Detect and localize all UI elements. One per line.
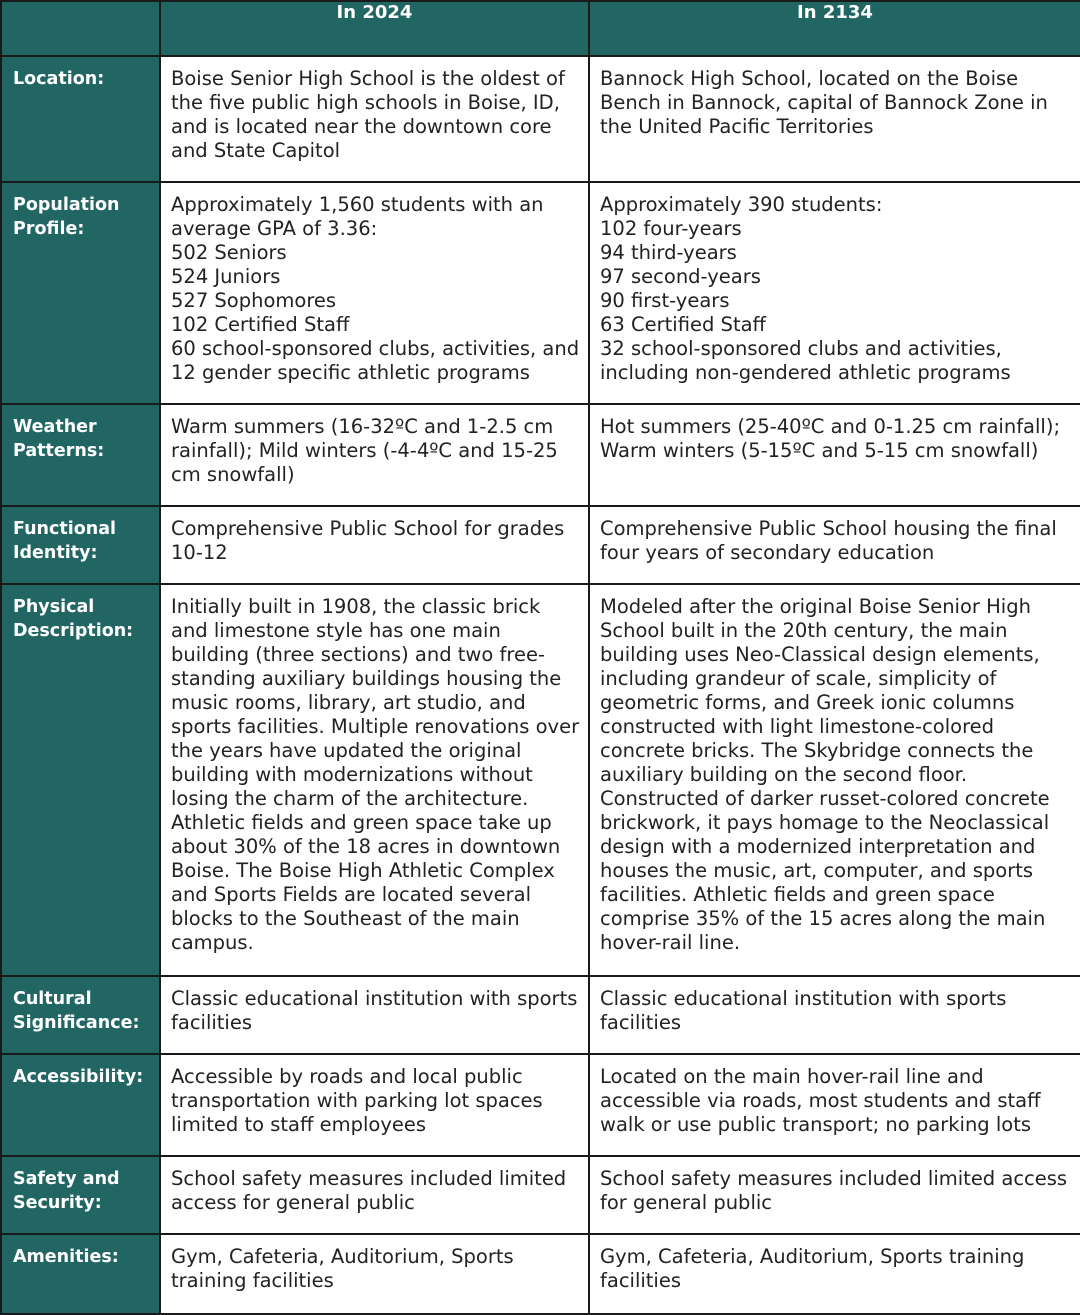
row-physical-description xyxy=(1,584,1080,976)
row-label: Accessibility: xyxy=(1,1054,160,1156)
row-label: Safety and Security: xyxy=(1,1156,160,1234)
row-label: Weather Patterns: xyxy=(1,404,160,506)
cell-2024: Accessible by roads and local public transportation with parking lot spaces limited to staff employees xyxy=(160,1054,589,1156)
row-amenities xyxy=(1,1234,1080,1314)
cell-2134: Comprehensive Public School housing the final four years of secondary education xyxy=(589,506,1080,584)
row-cultural-significance xyxy=(1,976,1080,1054)
row-location xyxy=(1,56,1080,182)
row-population-profile xyxy=(1,182,1080,404)
row-label: Physical Description: xyxy=(1,584,160,976)
row-functional-identity xyxy=(1,506,1080,584)
row-label: Functional Identity: xyxy=(1,506,160,584)
header-corner-cell xyxy=(1,1,160,56)
header-row xyxy=(1,1,1080,56)
cell-2134: Located on the main hover-rail line and accessible via roads, most students and staff walk or use public transport; no parking lots xyxy=(589,1054,1080,1156)
row-label: Amenities: xyxy=(1,1234,160,1314)
cell-2024: Comprehensive Public School for grades 10-12 xyxy=(160,506,589,584)
row-label: Cultural Significance: xyxy=(1,976,160,1054)
cell-2134: Bannock High School, located on the Boise Bench in Bannock, capital of Bannock Zone in the United Pacific Territories xyxy=(589,56,1080,182)
row-label: Location: xyxy=(1,56,160,182)
cell-2134: Modeled after the original Boise Senior High School built in the 20th century, the main building uses Neo-Classical design elements, including grandeur of scale, simplicity of geometric forms, and Greek ionic columns constructed with light limestone-colored concrete bricks. The Skybridge connects the auxiliary building on the second floor. Constructed of darker russet-colored concrete brickwork, it pays homage to the Neoclassical design with a modernized interpretation and houses the music, art, computer, and sports facilities. Athletic fields and green space comprise 35% of the 15 acres along the main hover-rail line. xyxy=(589,584,1080,976)
row-weather-patterns xyxy=(1,404,1080,506)
header-2134: In 2134 xyxy=(589,1,1080,56)
cell-2024: Boise Senior High School is the oldest of the five public high schools in Boise, ID, and is located near the downtown core and State Capitol xyxy=(160,56,589,182)
cell-2024: Classic educational institution with sports facilities xyxy=(160,976,589,1054)
cell-2024: Warm summers (16-32ºC and 1-2.5 cm rainfall); Mild winters (-4-4ºC and 15-25 cm snowfall) xyxy=(160,404,589,506)
cell-2024: Initially built in 1908, the classic brick and limestone style has one main building (three sections) and two free-standing auxiliary buildings housing the music rooms, library, art studio, and sports facilities. Multiple renovations over the years have updated the original building with modernizations without losing the charm of the architecture. Athletic fields and green space take up about 30% of the 18 acres in downtown Boise. The Boise High Athletic Complex and Sports Fields are located several blocks to the Southeast of the main campus. xyxy=(160,584,589,976)
cell-2024: Approximately 1,560 students with an average GPA of 3.36: 502 Seniors 524 Juniors 527 Sophomores 102 Certified Staff 60 school-sponsored clubs, activities, and 12 gender specific athletic programs xyxy=(160,182,589,404)
cell-2134: Classic educational institution with sports facilities xyxy=(589,976,1080,1054)
cell-2024: Gym, Cafeteria, Auditorium, Sports training facilities xyxy=(160,1234,589,1314)
cell-2134: Hot summers (25-40ºC and 0-1.25 cm rainfall); Warm winters (5-15ºC and 5-15 cm snowfall) xyxy=(589,404,1080,506)
row-accessibility xyxy=(1,1054,1080,1156)
header-2024: In 2024 xyxy=(160,1,589,56)
cell-2024: School safety measures included limited access for general public xyxy=(160,1156,589,1234)
cell-2134: Gym, Cafeteria, Auditorium, Sports training facilities xyxy=(589,1234,1080,1314)
cell-2134: School safety measures included limited access for general public xyxy=(589,1156,1080,1234)
row-label: Population Profile: xyxy=(1,182,160,404)
row-safety-and-security xyxy=(1,1156,1080,1234)
cell-2134: Approximately 390 students: 102 four-years 94 third-years 97 second-years 90 first-years 63 Certified Staff 32 school-sponsored clubs and activities, including non-gendered athletic programs xyxy=(589,182,1080,404)
